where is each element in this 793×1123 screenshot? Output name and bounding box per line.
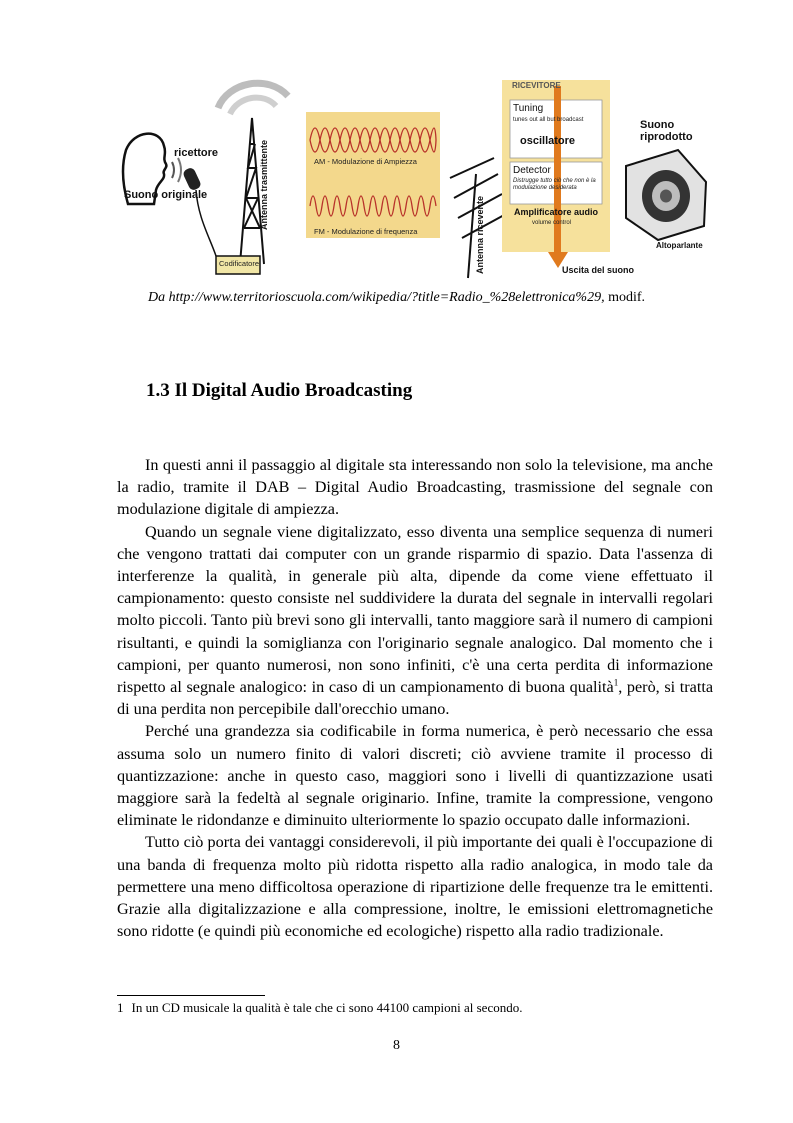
page-number: 8	[393, 1038, 400, 1053]
paragraph-2	[117, 521, 713, 721]
figure-caption	[0, 290, 793, 306]
caption-source: Da http://www.territorioscuola.com/wikipedia/?title=Radio_%28elettronica%29,	[147, 290, 605, 305]
label-amplificatore: Amplificatore audio	[514, 207, 599, 217]
radio-diagram-drawing	[118, 78, 710, 286]
label-uscita: Uscita del suono	[562, 265, 635, 275]
paragraph-2-tail: , però, si tratta di una perdita non percepibile dall'orecchio umano.	[117, 678, 713, 719]
label-tuning: Tuning	[513, 103, 544, 114]
label-am: AM - Modulazione di Ampiezza	[314, 157, 417, 166]
signal-arrow	[554, 86, 561, 254]
footnote	[117, 1000, 522, 1016]
label-suono-originale: Suono originale	[124, 189, 208, 201]
section-title: 1.3 Il Digital Audio Broadcasting	[146, 380, 413, 401]
label-antenna-ricevente: Antenna ricevente	[475, 195, 485, 274]
paragraph-1: In questi anni il passaggio al digitale sta interessando non solo la televisione, ma anche la radio, tramite il DAB – Digital Audio Broadcasting, trasmissione del segnale con modulazione digitale di ampiezza.	[117, 456, 713, 519]
label-codificatore: Codificatore	[219, 259, 260, 268]
label-oscillatore: oscillatore	[520, 135, 576, 147]
label-ricettore: ricettore	[174, 147, 219, 159]
label-detector: Detector	[513, 165, 551, 176]
footnote-ref: 1	[613, 677, 619, 688]
footnote-text: In un CD musicale la qualità è tale che ci sono 44100 campioni al secondo.	[131, 1000, 523, 1015]
label-tuning-desc: tunes out all but broadcast	[513, 117, 584, 123]
label-ricevitore: RICEVITORE	[512, 81, 561, 90]
label-suono-riprodotto: Suono riprodotto	[640, 119, 693, 143]
label-altoparlante: Altoparlante	[656, 241, 703, 250]
paragraph-3: Perché una grandezza sia codificabile in forma numerica, è però necessario che essa assuma solo un numero finito di valori discreti; ciò avviene tramite il processo di quantizzazione: anche in questo caso, maggiori sono i livelli di quantizzazione usati maggiore sarà la fedeltà al segnale originario. Infine, tramite la compressione, vengono eliminate le ridondanze e diminuito ulteriormente lo spazio occupato dalle informazioni.	[117, 722, 713, 830]
speaker-icon	[626, 150, 706, 240]
label-volume-control: volume control	[532, 220, 572, 226]
microphone-icon	[182, 166, 202, 191]
label-antenna-trasmittente: Antenna trasmittente	[259, 139, 269, 230]
section-body	[117, 454, 713, 942]
paragraph-4: Tutto ciò porta dei vantaggi considerevoli, il più importante dei quali è l'occupazione di una banda di frequenza molto più ridotta rispetto alla radio analogica, in modo tale da permettere una meno difficoltosa operazione di ripartizione delle frequenze tra le emittenti. Grazie alla digitalizzazione e alla compressione, inoltre, le emissioni elettromagnetiche sono ridotte (e quindi più economiche ed ecologiche) rispetto alla radio tradizionale.	[117, 833, 713, 941]
label-detector-desc: Distrugge tutto ciò che non è la modulazione desiderata	[513, 178, 596, 191]
footnote-number: 1	[117, 1000, 124, 1015]
footnote-separator	[117, 995, 265, 996]
label-fm: FM - Modulazione di frequenza	[314, 227, 418, 236]
radio-diagram-figure	[118, 78, 710, 286]
caption-suffix: modif.	[608, 290, 646, 305]
paragraph-2-text: Quando un segnale viene digitalizzato, esso diventa una semplice sequenza di numeri che vengono trattati dai computer con un grande risparmio di spazio. Data l'assenza di interferenze la qualità, in generale più alta, dipende da come viene effettuato il campionamento: questo consiste nel suddividere la durata del segnale in intervalli regolari molto piccoli. Tanto più brevi sono gli intervalli, tanto maggiore sarà il numero di campioni risultanti, e quindi la somiglianza con l'originario segnale analogico. Dal momento che i campioni, per quanto numerosi, non sono infiniti, c'è una certa perdita di informazione rispetto al segnale analogico: in caso di un campionamento di buona qualità	[117, 522, 713, 697]
